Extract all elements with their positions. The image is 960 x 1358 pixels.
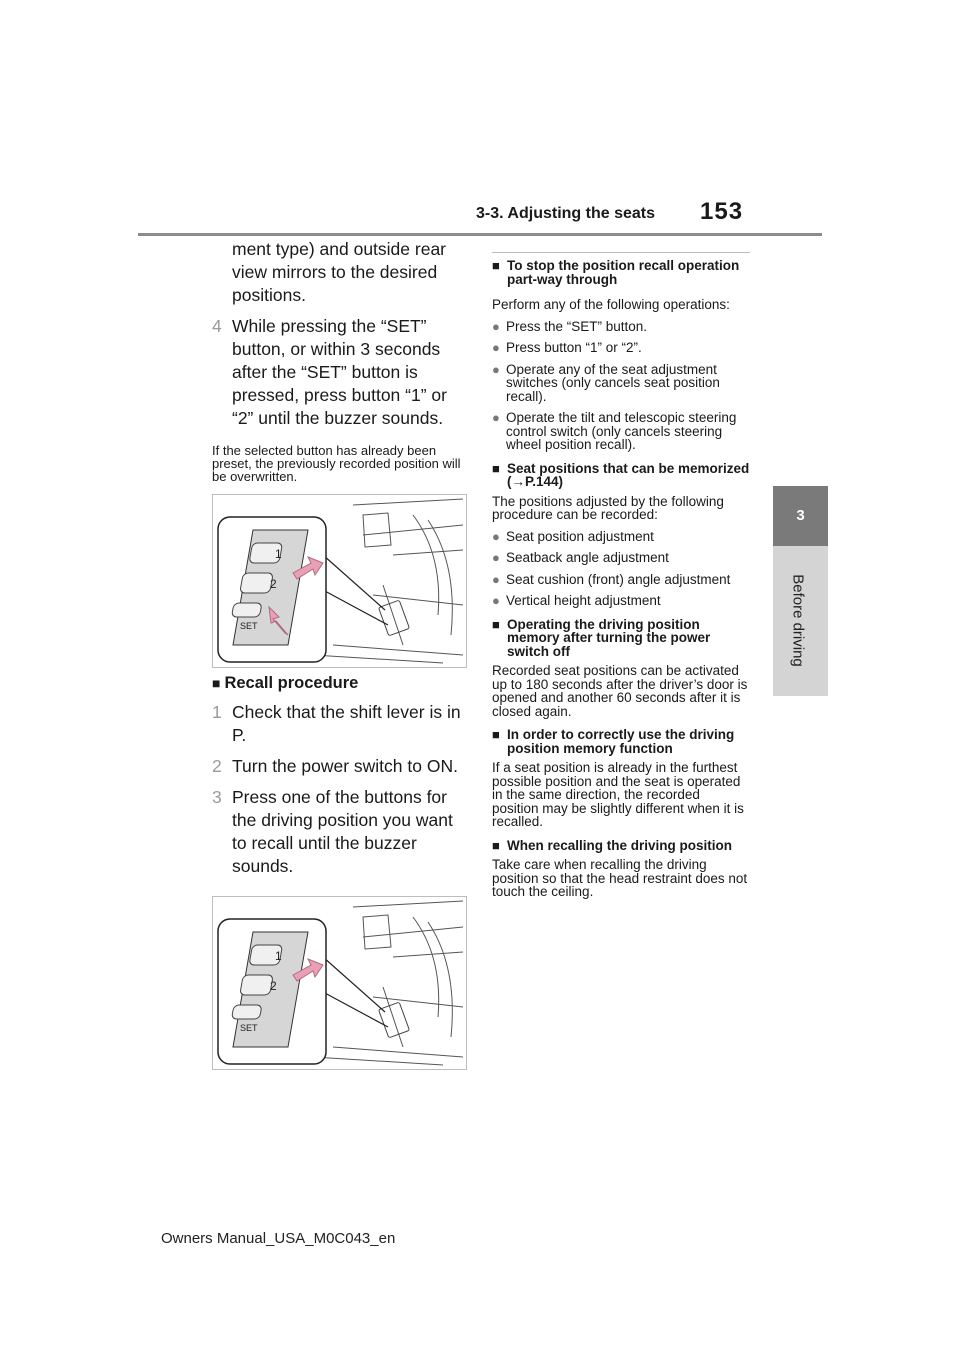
list-item: ● Press button “1” or “2”.: [492, 340, 642, 355]
memory-switch-illustration: [213, 495, 466, 667]
list-item: ● Seatback angle adjustment: [492, 550, 669, 565]
bullet-icon: ●: [492, 340, 500, 355]
left-column: [212, 238, 472, 1070]
list-item: ● Operate any of the seat adjustment switches (only cancels seat position recall).: [492, 361, 720, 404]
step-text: While pressing the “SET” button, or within 3 seconds after the “SET” button is pressed, press button “1” or “2” until the buzzer sounds.: [232, 316, 447, 428]
correct-use-heading: ■ In order to correctly use the driving position memory function: [492, 727, 735, 756]
list-item: ● Vertical height adjustment: [492, 593, 661, 608]
column-divider: [492, 252, 750, 253]
figure-recall-buttons: [212, 896, 467, 1070]
recall-procedure-heading: ■ Recall procedure: [212, 674, 359, 692]
operating-text: Recorded seat positions can be activated up to 180 seconds after the driver’s door is opened and another 60 seconds after it is closed again.: [492, 663, 748, 719]
figure-set-buttons: [212, 494, 467, 668]
bullet-icon: ●: [492, 410, 500, 425]
chapter-tab-number: 3: [773, 486, 828, 546]
reference-arrow-icon: →: [511, 474, 525, 489]
bullet-icon: ●: [492, 593, 500, 608]
list-item: ● Seat cushion (front) angle adjustment: [492, 571, 731, 587]
set-button-label: SET: [240, 1023, 258, 1033]
recall-step-1: 1 Check that the shift lever is in P.: [212, 702, 461, 745]
header-divider: [138, 233, 822, 236]
step-4: [212, 315, 472, 430]
page-reference[interactable]: P.144): [525, 474, 564, 489]
memorized-heading: ■ Seat positions that can be memorized (→P.144): [492, 460, 750, 489]
overwrite-note: If the selected button has already been preset, the previously recorded position will be overwritten.: [212, 443, 461, 484]
bullet-icon: ●: [492, 550, 500, 565]
bullet-icon: ●: [492, 318, 500, 334]
step-number: 4: [212, 316, 222, 336]
stop-recall-heading: ■ To stop the position recall operation part-way through: [492, 258, 740, 287]
right-column: [492, 252, 750, 899]
bullet-icon: ●: [492, 571, 500, 587]
list-item: ● Operate the tilt and telescopic steering control switch (only cancels steering wheel position recall).: [492, 410, 737, 452]
memory-recall-illustration: [213, 897, 466, 1069]
continued-step-text: ment type) and outside rear view mirrors to the desired positions.: [232, 239, 447, 305]
memorized-intro: The positions adjusted by the following procedure can be recorded:: [492, 493, 724, 522]
when-recalling-heading: ■ When recalling the driving position: [492, 837, 733, 853]
operating-heading: ■ Operating the driving position memory after turning the power switch off: [492, 616, 711, 659]
button-1-label: 1: [275, 949, 282, 963]
list-item: ● Press the “SET” button.: [492, 318, 648, 334]
button-2-label: 2: [270, 979, 277, 993]
section-title: 3-3. Adjusting the seats: [476, 205, 655, 222]
button-2-label: 2: [270, 577, 277, 591]
correct-use-text: If a seat position is already in the furthest possible position and the seat is operated in the same direction, the recorded position may be slightly different when it is recalled.: [492, 760, 744, 829]
footer-doc-id: Owners Manual_USA_M0C043_en: [161, 1230, 396, 1247]
recall-step-2: 2 Turn the power switch to ON.: [212, 756, 458, 776]
page-number: 153: [700, 198, 744, 225]
chapter-tab-label: Before driving: [789, 574, 807, 667]
recall-step-3: 3 Press one of the buttons for the driving position you want to recall until the buzzer sounds.: [212, 787, 453, 876]
when-recalling-text: Take care when recalling the driving position so that the head restraint does not touch the ceiling.: [492, 857, 748, 899]
bullet-icon: ●: [492, 361, 500, 377]
set-button-label: SET: [240, 621, 258, 631]
stop-recall-intro: Perform any of the following operations:: [492, 297, 730, 312]
list-item: ● Seat position adjustment: [492, 528, 654, 544]
bullet-icon: ●: [492, 528, 500, 544]
button-1-label: 1: [275, 547, 282, 561]
